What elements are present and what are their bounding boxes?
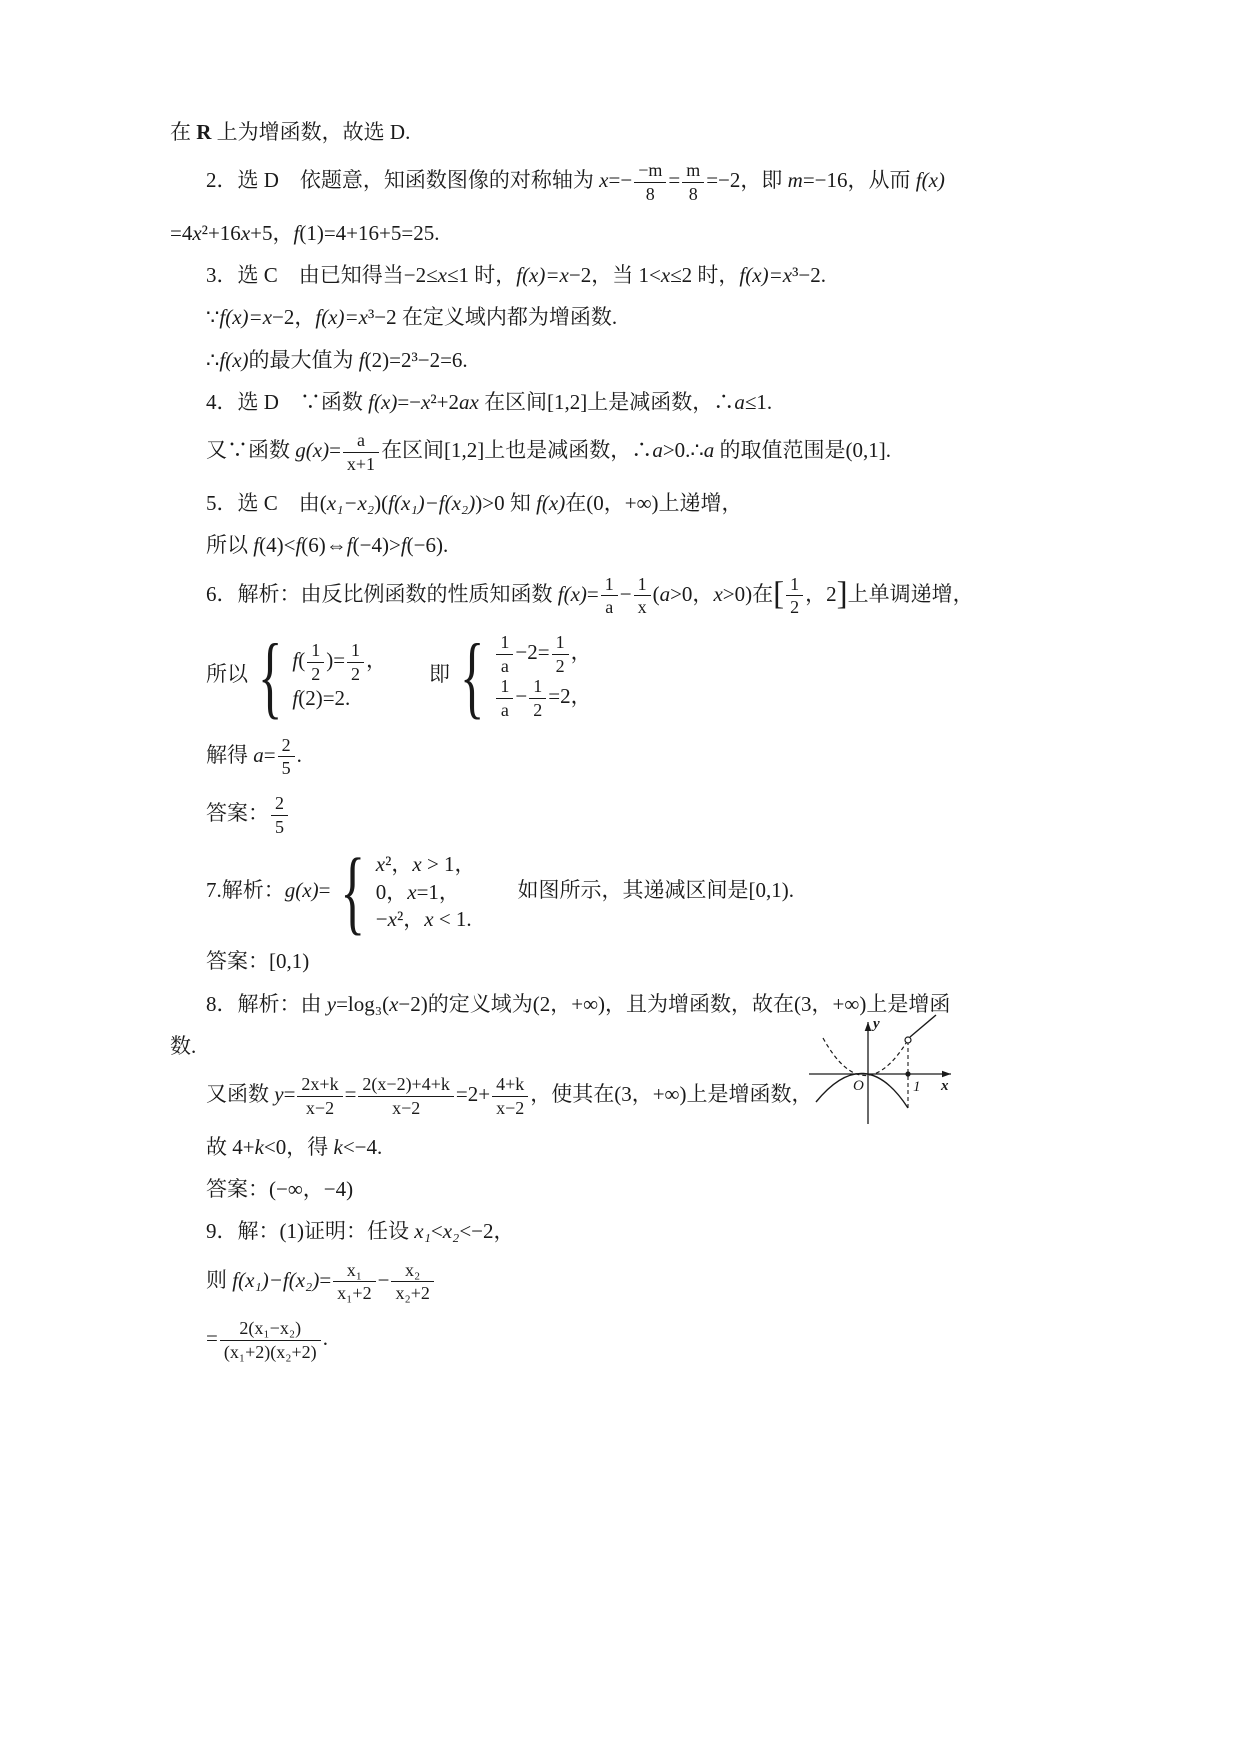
line-q9-simplify: = $\frac{\text{2(x₁−x₂)}}{\text{(x₁+2)(x₂+2)}}$ . — [206, 1318, 328, 1362]
line-q8: 8．解析：由 y=log₃(x−2)的定义域为(2，+∞)，且为增函数，故在(3，+∞)上是增函 — [206, 991, 951, 1016]
y-axis-label: y — [873, 1016, 880, 1032]
line-q3-reason: ∵f(x)=x−2，f(x)=x³−2 在定义域内都为增函数. — [206, 305, 618, 330]
line-q3-max: ∴f(x)的最大值为 f(2)=2³−2=6. — [206, 347, 468, 372]
line-q2: 2．选 D 依题意，知函数图像的对称轴为 x=− $\frac{-m}{8}$ = $\frac{m}{8}$ =−2，即 m=−16，从而 f(x) — [206, 160, 945, 205]
line-q7: 7.解析：g(x)= { x²，x > 1， 0，x=1， −x²，x < 1. 如图所示，其递减区间是[0,1). — [206, 840, 795, 945]
line-q6-solve: 解得 a= $\frac{2}{5}$ . — [206, 734, 302, 779]
line-q8-answer: 答案：(−∞，−4) — [206, 1177, 354, 1202]
line-q6: 6．解析：由反比例函数的性质知函数 f(x)= $\frac{1}{a}$ − $\frac{1}{x}$ (a>0，x>0)在[ $\frac{1}{2}$ ，2]上单调递增， — [206, 573, 974, 618]
function-graph — [793, 1012, 998, 1130]
line-q8-fraction: 又函数 y= $\frac{2x+k}{x-2}$ = $\frac{2(x-2)+4+k}{x-2}$ =2+ $\frac{4+k}{x-2}$ ，使其在(3，+∞)上是增函数， — [206, 1074, 813, 1118]
line-q3: 3．选 C 由已知得当−2≤x≤1 时，f(x)=x−2，当 1<x≤2 时，f(x)=x³−2. — [206, 263, 826, 288]
open-point — [905, 1037, 911, 1043]
line-q5: 5．选 C 由(x₁−x₂)(f(x₁)−f(x₂))>0 知 f(x)在(0，+∞)上递增， — [206, 490, 743, 515]
line-q5-cont: 所以 f(4)<f(6)⇔f(−4)>f(−6). — [206, 533, 449, 558]
line-q7-answer: 答案：[0,1) — [206, 949, 310, 974]
tick-label-1: 1 — [913, 1079, 921, 1095]
line-q6-system: 所以 { f( $\frac{1}{2}$ )= $\frac{1}{2}$ ， f(2)=2. 即 { $\frac{1}{a}$ −2= $\frac{1}{2}$ ， $\frac{1}{a}$ − $\frac{1}{2}$ =2， — [206, 624, 592, 727]
axis-point — [905, 1071, 910, 1076]
dashed-parabola — [823, 1038, 908, 1076]
line-q2-cont: =4x²+16x+5，f(1)=4+16+5=25. — [170, 220, 440, 245]
line-q1-end: 在 R 上为增函数，故选 D. — [170, 120, 411, 144]
solid-upper-branch — [910, 1015, 936, 1037]
x-axis-label: x — [941, 1078, 949, 1094]
line-q9-diff: 则 f(x₁)−f(x₂)= $\frac{\text{x₁}}{\text{x₁+2}}$ − $\frac{\text{x₂}}{\text{x₂+2}}$ — [206, 1260, 1171, 1304]
origin-label: O — [853, 1078, 864, 1094]
line-q9: 9．解：(1)证明：任设 x₁<x₂<−2， — [206, 1219, 515, 1244]
line-q8-conclude: 故 4+k<0，得 k<−4. — [206, 1134, 383, 1159]
line-q4-cont: 又∵函数 g(x)= $\frac{a}{x+1}$ 在区间[1,2]上也是减函数，∴a>0.∴a 的取值范围是(0,1]. — [206, 430, 892, 475]
y-axis-arrow — [865, 1022, 872, 1031]
x-axis-arrow — [942, 1071, 951, 1078]
line-q8-cont: 数. — [170, 1033, 197, 1058]
line-q6-answer: 答案： $\frac{2}{5}$ — [206, 793, 1171, 837]
line-q4: 4．选 D ∵函数 f(x)=−x²+2ax 在区间[1,2]上是减函数，∴a≤1. — [206, 390, 773, 415]
